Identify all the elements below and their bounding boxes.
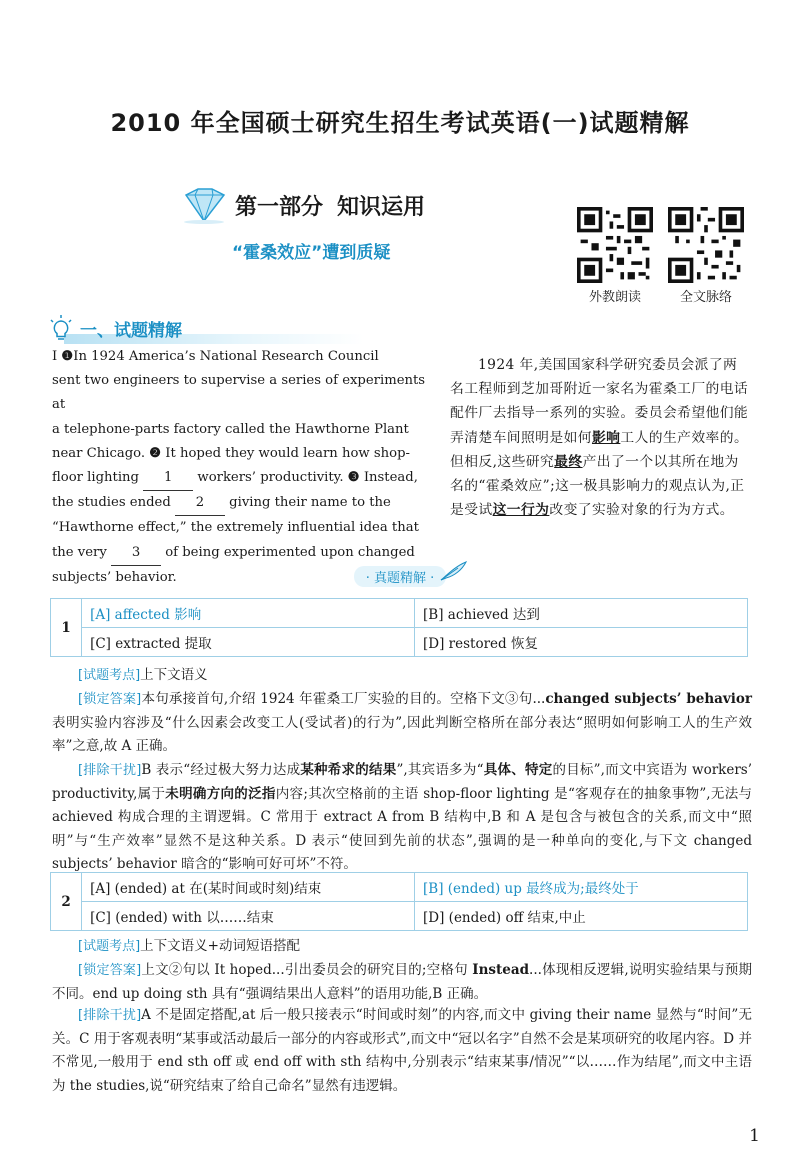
passage-line-text: near Chicago. bbox=[52, 445, 146, 461]
distractor-text: 内容;其次空格前的主语 shop-floor lighting 是“客观存在的抽象事物”,无法与 achieved 构成合理的主谓逻辑。C 常用于 extract A from B 结构中,B 和 A 是包含与被包含的关系,而文中“照明”与“生产效率”显然不是这种关系。D 表示“使回到先前的状态”,强调的是一种单向的变化,与下文 changed subjects’ behavior 暗含的“影响可好可坏”不符。 bbox=[52, 785, 753, 872]
translation-text bbox=[450, 353, 750, 522]
page-title: 2010 年全国硕士研究生招生考试英语(一)试题精解 bbox=[110, 109, 690, 137]
distractor-keyword: 某种希求的结果 bbox=[300, 762, 397, 778]
tag-test-point: [试题考点] bbox=[78, 939, 141, 954]
passage-line bbox=[52, 491, 434, 516]
qr-code-icon[interactable] bbox=[668, 207, 744, 283]
passage-line-text: the very bbox=[52, 544, 107, 560]
passage-line: sent two engineers to supervise a series of experiments at bbox=[52, 373, 426, 413]
passage-line bbox=[52, 442, 434, 466]
question-number: 2 bbox=[51, 873, 82, 931]
answer-keyword: Instead bbox=[472, 962, 530, 978]
passage-text bbox=[52, 345, 434, 590]
translation-keyword: 最终 bbox=[554, 453, 583, 470]
section-heading-text: 一、试题精解 bbox=[80, 321, 182, 341]
passage-line-text: In 1924 America’s National Research Council bbox=[73, 349, 379, 364]
passage-line: subjects’ behavior. bbox=[52, 569, 177, 585]
blank-3[interactable]: 3 bbox=[111, 541, 161, 566]
feather-pen-icon bbox=[438, 560, 468, 582]
answer-keyword: changed subjects’ behavior bbox=[545, 691, 753, 707]
option-b[interactable]: [B] (ended) up 最终成为;最终处于 bbox=[415, 873, 748, 902]
passage-line-text: Instead, bbox=[363, 470, 418, 486]
qr-code-icon[interactable] bbox=[577, 207, 653, 283]
option-d[interactable]: [D] (ended) off 结束,中止 bbox=[415, 902, 748, 931]
passage-line-text: of being experimented upon changed bbox=[165, 544, 415, 560]
question-2-options bbox=[50, 872, 748, 931]
option-a[interactable]: [A] (ended) at 在(某时间或时刻)结束 bbox=[82, 873, 415, 902]
q2-test-point bbox=[52, 935, 778, 959]
passage-line: a telephone-parts factory called the Hawthorne Plant bbox=[52, 421, 409, 437]
page-number: 1 bbox=[749, 1126, 760, 1146]
qr-label-reading: 外教朗读 bbox=[588, 290, 641, 305]
tag-test-point: [试题考点] bbox=[78, 668, 141, 683]
sentence-marker-2: ❷ bbox=[149, 445, 162, 461]
part-subtitle: “霍桑效应”遭到质疑 bbox=[232, 243, 391, 263]
option-b[interactable]: [B] achieved 达到 bbox=[415, 599, 748, 628]
tag-answer: [锁定答案] bbox=[78, 692, 142, 707]
tag-answer: [锁定答案] bbox=[78, 963, 142, 978]
qr-label-outline: 全文脉络 bbox=[679, 290, 732, 305]
q2-distractors bbox=[52, 1004, 752, 1098]
passage-line bbox=[52, 466, 434, 491]
translation-part: 1924 年,美国国家科学研究委员会派了两名工程师到芝加哥附近一家名为霍桑工厂的电话配件厂去指导一系列的实验。委员会希望他们能弄清楚车间照明是如何 bbox=[450, 357, 749, 446]
question-1-options bbox=[50, 598, 748, 657]
test-point-text: 上下文语义 bbox=[140, 667, 208, 683]
translation-part: 工人的生产效率的。但相反,这些研究 bbox=[450, 429, 749, 470]
passage-line-text: the studies ended bbox=[52, 495, 171, 511]
q1-distractors bbox=[52, 759, 752, 877]
passage-line-text: floor lighting bbox=[52, 470, 139, 486]
passage-line-text: workers’ productivity. bbox=[197, 470, 344, 486]
lightbulb-icon bbox=[48, 314, 74, 344]
tag-distractors: [排除干扰] bbox=[78, 1008, 142, 1023]
passage-line: “Hawthorne effect,” the extremely influential idea that bbox=[52, 520, 419, 536]
blank-1[interactable]: 1 bbox=[143, 466, 193, 491]
answer-text: 表明实验内容涉及“什么因素会改变工人(受试者)的行为”,因此判断空格所在部分表达“照明如何影响工人的生产效率”之意,故 A 正确。 bbox=[52, 714, 752, 754]
blank-2[interactable]: 2 bbox=[175, 491, 225, 516]
answer-text: 本句承接首句,介绍 1924 年霍桑工厂实验的目的。空格下文③句... bbox=[141, 691, 546, 707]
distractor-text: ”,其宾语多为“ bbox=[396, 762, 484, 778]
answer-text: 上文②句以 It hoped...引出委员会的研究目的;空格句 bbox=[141, 962, 473, 978]
sentence-marker-1: ❶ bbox=[61, 349, 74, 364]
question-number: 1 bbox=[51, 599, 82, 657]
answer-text: ...体现相反逻辑,说明实验结果与预期不同。end up doing sth 具有“强调结果出人意料”的语用功能,B 正确。 bbox=[52, 962, 752, 1002]
option-c[interactable]: [C] extracted 提取 bbox=[82, 628, 415, 657]
sentence-marker-3: ❸ bbox=[347, 470, 360, 486]
translation-part: 改变了实验对象的行为方式。 bbox=[549, 502, 734, 519]
section-heading bbox=[40, 314, 360, 346]
translation-keyword: 这一行为 bbox=[492, 502, 550, 519]
translation-keyword: 影响 bbox=[591, 429, 621, 446]
part-name: 知识运用 bbox=[337, 195, 426, 220]
part-title bbox=[235, 190, 425, 221]
option-d[interactable]: [D] restored 恢复 bbox=[415, 628, 748, 657]
paragraph-marker: Ⅰ bbox=[52, 349, 58, 364]
part-label: 第一部分 bbox=[235, 195, 324, 220]
distractor-keyword: 未明确方向的泛指 bbox=[165, 785, 276, 802]
zhenti-label-text: · 真题精解 · bbox=[354, 566, 447, 587]
q2-answer bbox=[52, 959, 752, 1006]
passage-line bbox=[52, 345, 434, 369]
option-c[interactable]: [C] (ended) with 以……结束 bbox=[82, 902, 415, 931]
test-point-text: 上下文语义+动词短语搭配 bbox=[140, 938, 300, 954]
distractor-text: A 不是固定搭配,at 后一般只接表示“时间或时刻”的内容,而文中 giving their name 显然与“时间”无关。C 用于客观表明“某事或活动最后一部分的内容或形式”,而文中“冠以名字”自然不会是某项研究的收尾内容。D 并不常见,一般用于 end sth off 或 end off with sth 结构中,分别表示“结束某事/情况”“以……作为结尾”,而文中主语为 the studies,说“研究结束了给自己命名”显然有违逻辑。 bbox=[52, 1007, 752, 1094]
diamond-icon bbox=[178, 187, 230, 225]
q1-test-point bbox=[52, 664, 778, 688]
passage-line bbox=[52, 541, 434, 566]
tag-distractors: [排除干扰] bbox=[78, 763, 142, 778]
q1-answer bbox=[52, 688, 752, 759]
passage-line-text: It hoped they would learn how shop- bbox=[165, 445, 410, 461]
translation-part: 产出了一个以其所在地为名的“霍桑效应”;这一极具影响力的观点认为,正是受试 bbox=[450, 453, 745, 519]
option-a[interactable]: [A] affected 影响 bbox=[82, 599, 415, 628]
passage-line-text: giving their name to the bbox=[229, 495, 391, 511]
distractor-text: B 表示“经过极大努力达成 bbox=[141, 762, 301, 778]
distractor-keyword: 具体、特定 bbox=[483, 762, 553, 778]
distractor-text: 的目标”,而文中宾语为 workers’ productivity,属于 bbox=[52, 762, 753, 802]
